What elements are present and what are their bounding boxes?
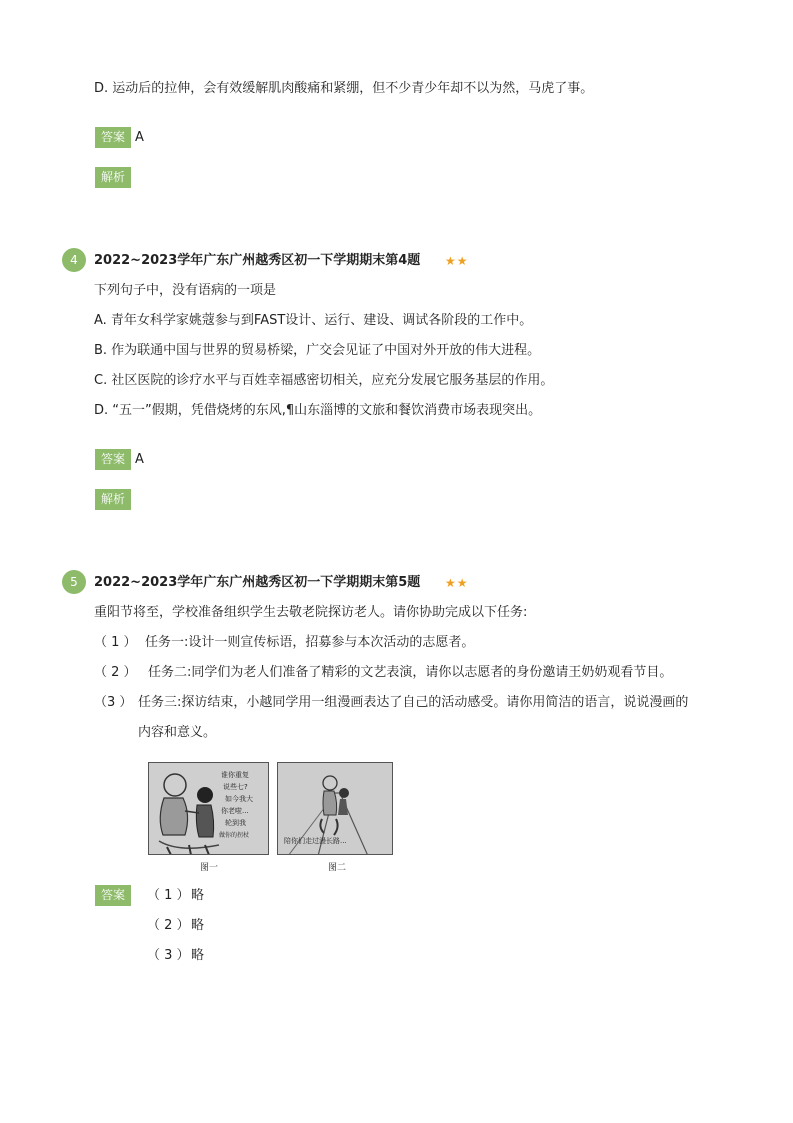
cartoon-drawing-2 (278, 763, 393, 855)
answer-text: 略 (191, 948, 205, 963)
analysis-tag[interactable]: 解析 (95, 167, 131, 188)
cartoon-drawing-1 (149, 763, 269, 855)
option-c: C. 社区医院的诊疗水平与百姓幸福感密切相关，应充分发展它服务基层的作用。 (94, 373, 554, 388)
answer-tag: 答案 (95, 449, 131, 470)
answer-value: A (135, 452, 144, 467)
cartoon1-text-line: 做你的拐杖 (219, 832, 250, 839)
answer-text: 略 (191, 918, 205, 933)
difficulty-stars: ★★ (445, 254, 469, 268)
answer-text: 略 (191, 888, 205, 903)
question-stem: 重阳节将至，学校准备组织学生去敬老院探访老人。请你协助完成以下任务: (94, 605, 528, 620)
question-source: 2022~2023学年广东广州越秀区初一下学期期末第4题 (94, 253, 421, 268)
cartoon1-text-line: 你老啦... (221, 807, 249, 815)
task-number: （ 1 ） (94, 635, 137, 650)
cartoon1-text-line: 谁你重复 (221, 771, 249, 779)
option-b: B. 作为联通中国与世界的贸易桥梁，广交会见证了中国对外开放的伟大进程。 (94, 343, 541, 358)
cartoon1-text-line: 说些七? (223, 783, 248, 791)
cartoon-image-1 (148, 762, 269, 855)
task-text: 任务一:设计一则宣传标语，招募参与本次活动的志愿者。 (145, 635, 475, 650)
figure-caption-1: 图一 (200, 863, 219, 873)
task-text: 任务二:同学们为老人们准备了精彩的文艺表演，请你以志愿者的身份邀请王奶奶观看节目。 (148, 665, 673, 680)
question-stem: 下列句子中，没有语病的一项是 (94, 283, 277, 298)
option-a: A. 青年女科学家姚蔻参与到FAST设计、运行、建设、调试各阶段的工作中。 (94, 313, 533, 328)
cartoon1-text-line: 轮到我 (225, 819, 246, 827)
task-text: 任务三:探访结束，小越同学用一组漫画表达了自己的活动感受。请你用简洁的语言，说说漫画的 (138, 695, 689, 710)
difficulty-stars: ★★ (445, 576, 469, 590)
cartoon1-text-line: 如今我大 (225, 795, 253, 803)
answer-number: （ 1 ） (147, 888, 190, 903)
question-source: 2022~2023学年广东广州越秀区初一下学期期末第5题 (94, 575, 421, 590)
task-text-continued: 内容和意义。 (138, 725, 217, 740)
answer-value: A (135, 130, 144, 145)
cartoon-image-2 (277, 762, 393, 855)
figure-caption-2: 图二 (328, 863, 347, 873)
option-d: D. 运动后的拉伸，会有效缓解肌肉酸痛和紧绷，但不少青少年却不以为然，马虎了事。 (94, 81, 594, 96)
question-number-badge: 4 (62, 248, 86, 272)
task-number: （ 2 ） (94, 665, 137, 680)
task-number: （3 ） (94, 695, 133, 710)
analysis-tag[interactable]: 解析 (95, 489, 131, 510)
answer-number: （ 2 ） (147, 918, 190, 933)
answer-number: （ 3 ） (147, 948, 190, 963)
answer-tag: 答案 (95, 885, 131, 906)
cartoon2-text: 陪你们走过漫长路... (284, 837, 347, 845)
answer-tag: 答案 (95, 127, 131, 148)
question-number-badge: 5 (62, 570, 86, 594)
option-d: D. “五一”假期，凭借烧烤的东风,¶山东淄博的文旅和餐饮消费市场表现突出。 (94, 403, 542, 418)
